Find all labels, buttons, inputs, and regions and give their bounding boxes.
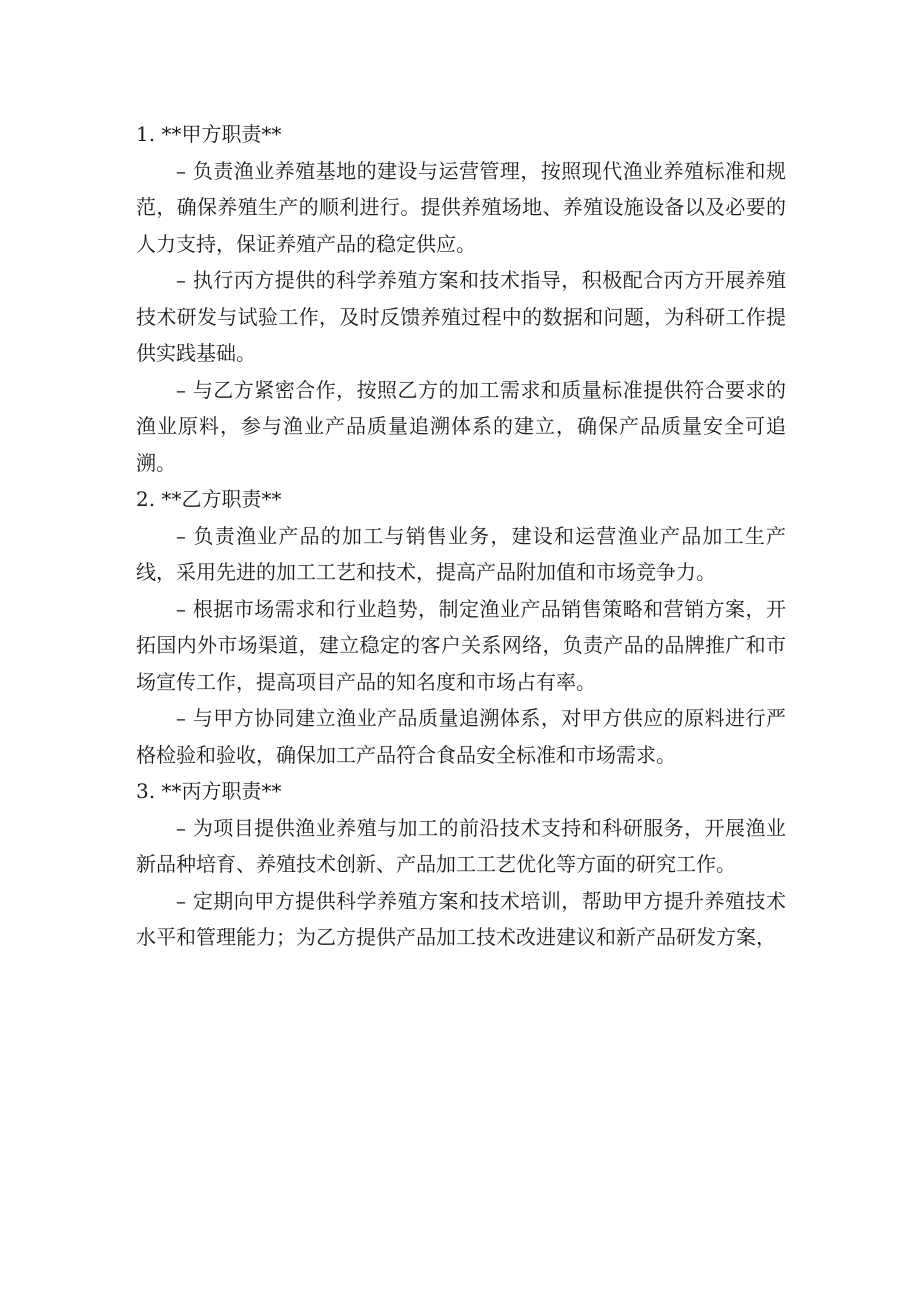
section-party-c [136,773,786,956]
section-heading: 1. **甲方职责** [136,122,282,146]
document-body [136,116,786,956]
list-item: – 负责渔业产品的加工与销售业务，建设和运营渔业产品加工生产线，采用先进的加工工艺和技术，提高产品附加值和市场竞争力。 [136,523,786,584]
section-party-b [136,481,786,773]
list-item: – 为项目提供渔业养殖与加工的前沿技术支持和科研服务，开展渔业新品种培育、养殖技术创新、产品加工工艺优化等方面的研究工作。 [136,815,786,876]
list-item: – 定期向甲方提供科学养殖方案和技术培训，帮助甲方提升养殖技术水平和管理能力；为乙方提供产品加工技术改进建议和新产品研发方案， [136,888,786,949]
list-item: – 与乙方紧密合作，按照乙方的加工需求和质量标准提供符合要求的渔业原料，参与渔业产品质量追溯体系的建立，确保产品质量安全可追溯。 [136,377,786,475]
list-item: – 负责渔业养殖基地的建设与运营管理，按照现代渔业养殖标准和规范，确保养殖生产的顺利进行。提供养殖场地、养殖设施设备以及必要的人力支持，保证养殖产品的稳定供应。 [136,158,786,256]
section-heading: 3. **丙方职责** [136,779,282,803]
list-item: – 根据市场需求和行业趋势，制定渔业产品销售策略和营销方案，开拓国内外市场渠道，建立稳定的客户关系网络，负责产品的品牌推广和市场宣传工作，提高项目产品的知名度和市场占有率。 [136,596,786,694]
section-heading: 2. **乙方职责** [136,487,282,511]
list-item: – 与甲方协同建立渔业产品质量追溯体系，对甲方供应的原料进行严格检验和验收，确保加工产品符合食品安全标准和市场需求。 [136,706,786,767]
section-party-a [136,116,786,481]
list-item: – 执行丙方提供的科学养殖方案和技术指导，积极配合丙方开展养殖技术研发与试验工作，及时反馈养殖过程中的数据和问题，为科研工作提供实践基础。 [136,268,786,365]
